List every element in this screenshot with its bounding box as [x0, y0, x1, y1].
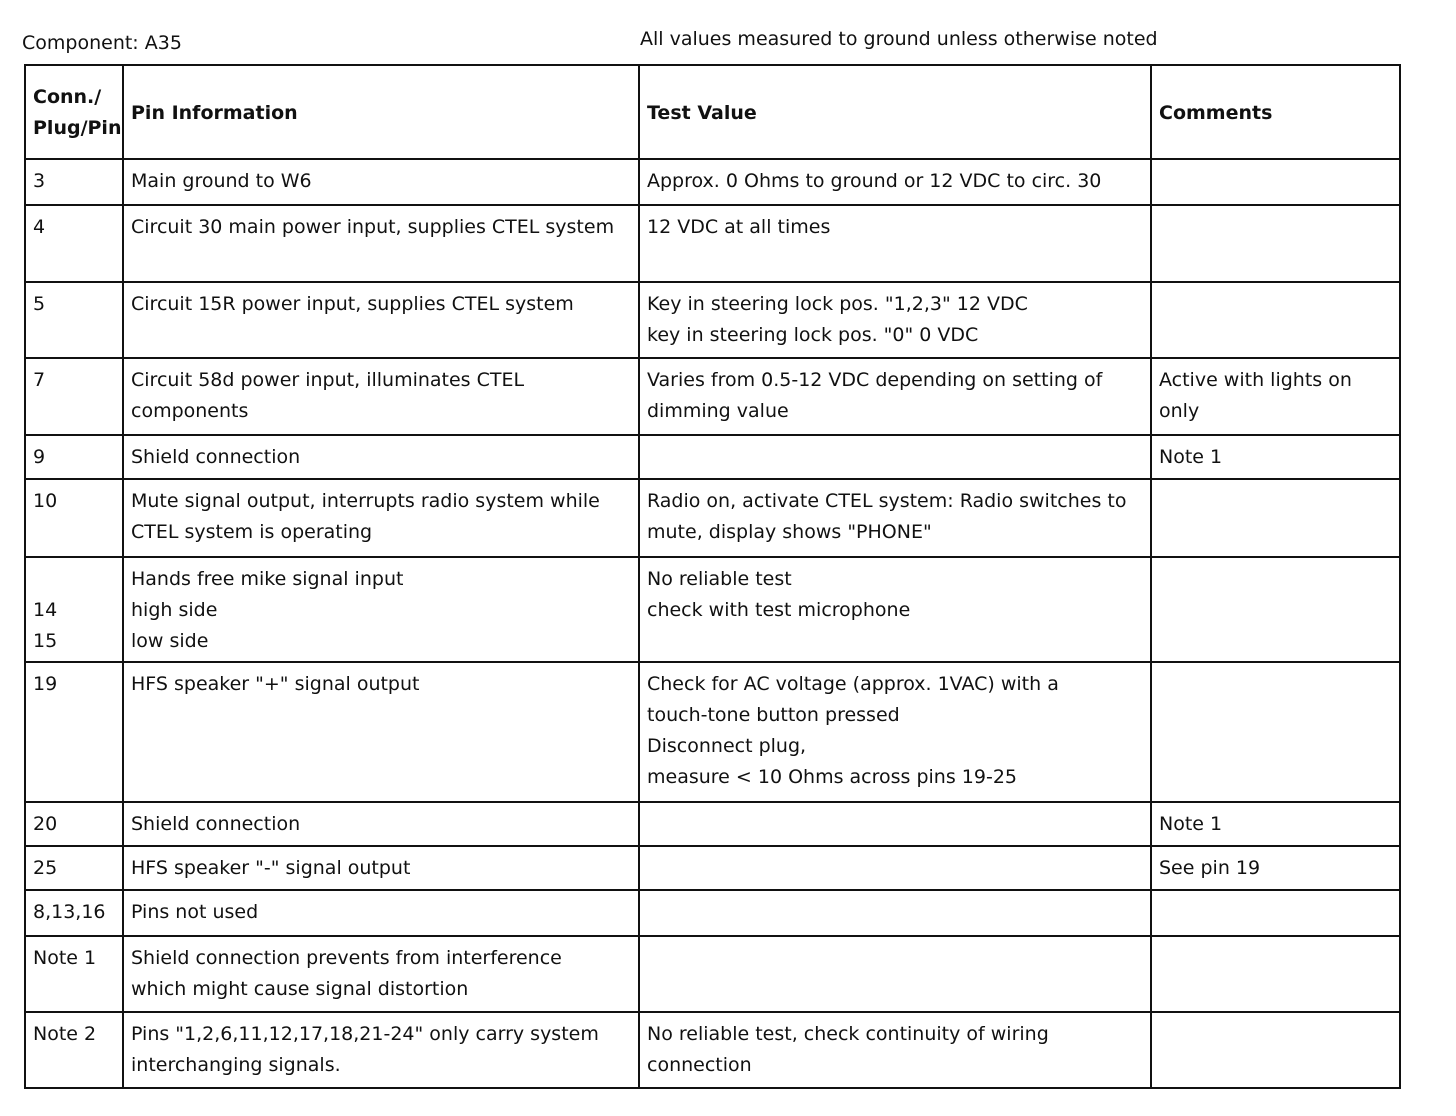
comment-cell — [1151, 479, 1400, 557]
table-row — [25, 802, 1400, 846]
pin-cell: 7 — [25, 358, 123, 435]
test-cell: Radio on, activate CTEL system: Radio switches to mute, display shows "PHONE" — [639, 479, 1151, 557]
column-header-comments: Comments — [1151, 65, 1400, 159]
table-header-row — [25, 65, 1400, 159]
table-row — [25, 435, 1400, 479]
comment-cell: Note 1 — [1151, 802, 1400, 846]
info-cell: Circuit 15R power input, supplies CTEL system — [123, 282, 639, 358]
pin-cell: 20 — [25, 802, 123, 846]
info-cell: Pins not used — [123, 890, 639, 936]
column-header-pin: Conn./ Plug/Pin — [25, 65, 123, 159]
table-row — [25, 479, 1400, 557]
comment-cell — [1151, 159, 1400, 205]
test-cell — [639, 936, 1151, 1012]
test-cell: Key in steering lock pos. "1,2,3" 12 VDC key in steering lock pos. "0" 0 VDC — [639, 282, 1151, 358]
table-row — [25, 358, 1400, 435]
pin-cell: 25 — [25, 846, 123, 890]
pin-cell: 4 — [25, 205, 123, 282]
table-row — [25, 890, 1400, 936]
info-cell: HFS speaker "+" signal output — [123, 662, 639, 802]
test-cell: No reliable test check with test microphone — [639, 557, 1151, 662]
column-header-test: Test Value — [639, 65, 1151, 159]
comment-cell — [1151, 890, 1400, 936]
pin-cell: 19 — [25, 662, 123, 802]
test-cell: Check for AC voltage (approx. 1VAC) with a touch-tone button pressed Disconnect plug, measure < 10 Ohms across pins 19-25 — [639, 662, 1151, 802]
info-cell: Mute signal output, interrupts radio system while CTEL system is operating — [123, 479, 639, 557]
pin-cell: 8,13,16 — [25, 890, 123, 936]
comment-cell — [1151, 662, 1400, 802]
pin-cell: 5 — [25, 282, 123, 358]
table-row — [25, 282, 1400, 358]
info-cell: Shield connection prevents from interference which might cause signal distortion — [123, 936, 639, 1012]
measurement-note: All values measured to ground unless otherwise noted — [640, 28, 1158, 50]
table-row — [25, 1012, 1400, 1088]
test-cell — [639, 890, 1151, 936]
table-row — [25, 205, 1400, 282]
pin-cell: Note 1 — [25, 936, 123, 1012]
table-row — [25, 557, 1400, 662]
comment-cell — [1151, 936, 1400, 1012]
comment-cell — [1151, 1012, 1400, 1088]
comment-cell — [1151, 205, 1400, 282]
comment-cell: Active with lights on only — [1151, 358, 1400, 435]
test-cell: No reliable test, check continuity of wiring connection — [639, 1012, 1151, 1088]
table-row — [25, 936, 1400, 1012]
info-cell: Shield connection — [123, 435, 639, 479]
test-cell: Varies from 0.5-12 VDC depending on setting of dimming value — [639, 358, 1151, 435]
info-cell: Circuit 58d power input, illuminates CTEL components — [123, 358, 639, 435]
component-label: Component: A35 — [22, 32, 182, 54]
table-row — [25, 159, 1400, 205]
info-cell: Hands free mike signal input high side low side — [123, 557, 639, 662]
pin-cell: 3 — [25, 159, 123, 205]
column-header-info: Pin Information — [123, 65, 639, 159]
test-cell: Approx. 0 Ohms to ground or 12 VDC to circ. 30 — [639, 159, 1151, 205]
comment-cell — [1151, 282, 1400, 358]
info-cell: Main ground to W6 — [123, 159, 639, 205]
test-cell: 12 VDC at all times — [639, 205, 1151, 282]
comment-cell: Note 1 — [1151, 435, 1400, 479]
info-cell: Shield connection — [123, 802, 639, 846]
info-cell: HFS speaker "-" signal output — [123, 846, 639, 890]
pin-table — [24, 64, 1401, 1089]
pin-cell: 10 — [25, 479, 123, 557]
test-cell — [639, 846, 1151, 890]
pin-cell: 14 15 — [25, 557, 123, 662]
comment-cell — [1151, 557, 1400, 662]
comment-cell: See pin 19 — [1151, 846, 1400, 890]
pin-cell: 9 — [25, 435, 123, 479]
table-row — [25, 846, 1400, 890]
table-row — [25, 662, 1400, 802]
info-cell: Circuit 30 main power input, supplies CTEL system — [123, 205, 639, 282]
test-cell — [639, 435, 1151, 479]
test-cell — [639, 802, 1151, 846]
pin-cell: Note 2 — [25, 1012, 123, 1088]
info-cell: Pins "1,2,6,11,12,17,18,21-24" only carry system interchanging signals. — [123, 1012, 639, 1088]
